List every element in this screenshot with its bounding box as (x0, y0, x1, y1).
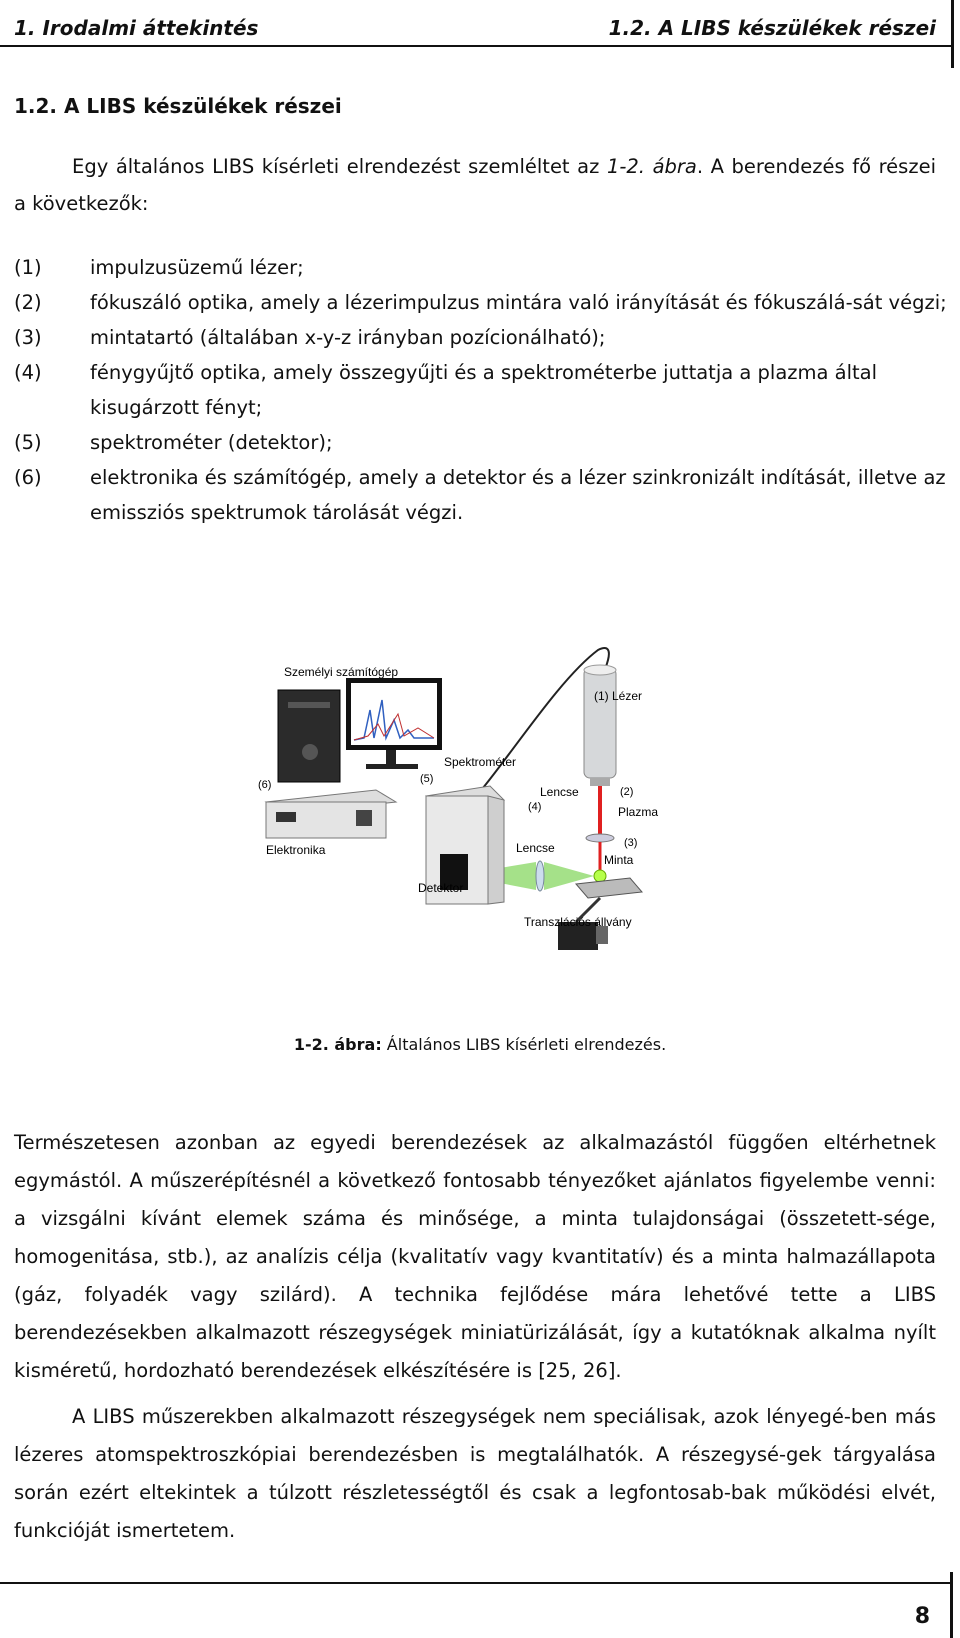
electronics-icon (266, 790, 396, 838)
list-number: (2) (14, 291, 42, 314)
intro-text-before: Egy általános LIBS kísérleti elrendezést szemléltet az (72, 155, 607, 178)
list-item (14, 425, 954, 460)
header-rule (0, 45, 952, 47)
body-paragraph-2: Természetesen azonban az egyedi berendezések az alkalmazástól függően eltérhetnek egymástól. A műszerépítésnél a következő fontosabb tényezőket ajánlatos figyelembe venni: a vizsgálni kívánt elemek száma és minősége, a minta tulajdonságai (összetett-sége, homogenitása, stb.), az analízis célja (kvalitatív vagy kvantitatív) és a minta halmazállapota (gáz, folyadék vagy szilárd). A technika fejlődése mára lehetővé tette a LIBS berendezésekben alkalmazott részegységek miniatürizálását, így a kutatóknak alkalma nyílt kisméretű, hordozható berendezések elkészítésére is [25, 26]. (14, 1131, 936, 1382)
label-num2: (2) (620, 786, 634, 798)
label-plasma: Plazma (618, 805, 659, 819)
label-num4: (4) (528, 801, 542, 813)
caption-label: 1-2. ábra: (293, 1035, 382, 1054)
list-text: impulzusüzemű lézer; (90, 256, 304, 279)
list-item (14, 460, 954, 530)
label-stage: Transzlációs állvány (524, 915, 632, 929)
figure-reference: 1-2. ábra (606, 155, 697, 178)
libs-setup-figure (258, 640, 698, 985)
focusing-lens-icon (586, 834, 614, 842)
list-text: spektrométer (detektor); (90, 431, 333, 454)
label-num5: (5) (420, 773, 434, 785)
list-number: (4) (14, 361, 42, 384)
section-title: 1.2. A LIBS készülékek részei (14, 94, 342, 118)
plasma-icon (594, 870, 606, 882)
label-lens-bottom: Lencse (516, 841, 555, 855)
page-number: 8 (914, 1604, 930, 1629)
label-electronics: Elektronika (266, 843, 326, 857)
list-number: (3) (14, 326, 42, 349)
list-number: (5) (14, 431, 42, 454)
list-item (14, 355, 954, 425)
intro-text-after: . A berendezés fő részei a következők: (14, 155, 936, 215)
sample-icon (576, 878, 642, 898)
laser-icon (584, 665, 616, 786)
footer-rule (0, 1582, 952, 1584)
list-text: fókuszáló optika, amely a lézerimpulzus mintára való irányítását és fókuszálá-sát végzi; (90, 291, 947, 314)
label-computer: Személyi számítógép (284, 665, 399, 679)
computer-icon (278, 678, 442, 782)
list-number: (1) (14, 256, 42, 279)
intro-paragraph (14, 148, 936, 222)
header-chapter: 1. Irodalmi áttekintés (14, 16, 259, 40)
list-item (14, 285, 954, 320)
header-section: 1.2. A LIBS készülékek részei (608, 16, 936, 40)
label-spectrometer: Spektrométer (444, 755, 517, 769)
caption-text: Általános LIBS kísérleti elrendezés. (381, 1035, 667, 1054)
header-bar (951, 0, 954, 68)
collection-lens-icon (536, 861, 544, 891)
label-detector: Detektor (418, 881, 464, 895)
label-sample: Minta (604, 853, 634, 867)
label-num6: (6) (258, 779, 272, 791)
list-number: (6) (14, 466, 42, 489)
list-text: fénygyűjtő optika, amely összegyűjti és a spektrométerbe juttatja a plazma által kisugárzott fényt; (90, 361, 878, 419)
label-laser: (1) Lézer (594, 689, 643, 703)
list-item (14, 320, 954, 355)
footer-bar (950, 1572, 953, 1638)
label-lens-top: Lencse (540, 785, 579, 799)
running-header (14, 16, 936, 46)
list-item (14, 250, 954, 285)
figure-caption (0, 1035, 960, 1054)
components-list (14, 250, 954, 530)
list-text: elektronika és számítógép, amely a detektor és a lézer szinkronizált indítását, illetve az emissziós spektrumok tárolását végzi. (90, 466, 946, 524)
body-paragraph-3: A LIBS műszerekben alkalmazott részegységek nem speciálisak, azok lényegé-ben más lézeres atomspektroszkópiai berendezésben is megtalálhatók. A részegysé-gek tárgyalása során ezért eltekintek a túlzott részletességtől és csak a legfontosab-bak működési elvét, funkcióját ismertetem. (14, 1405, 936, 1542)
list-text: mintatartó (általában x-y-z irányban pozícionálható); (90, 326, 606, 349)
label-num3: (3) (624, 837, 638, 849)
